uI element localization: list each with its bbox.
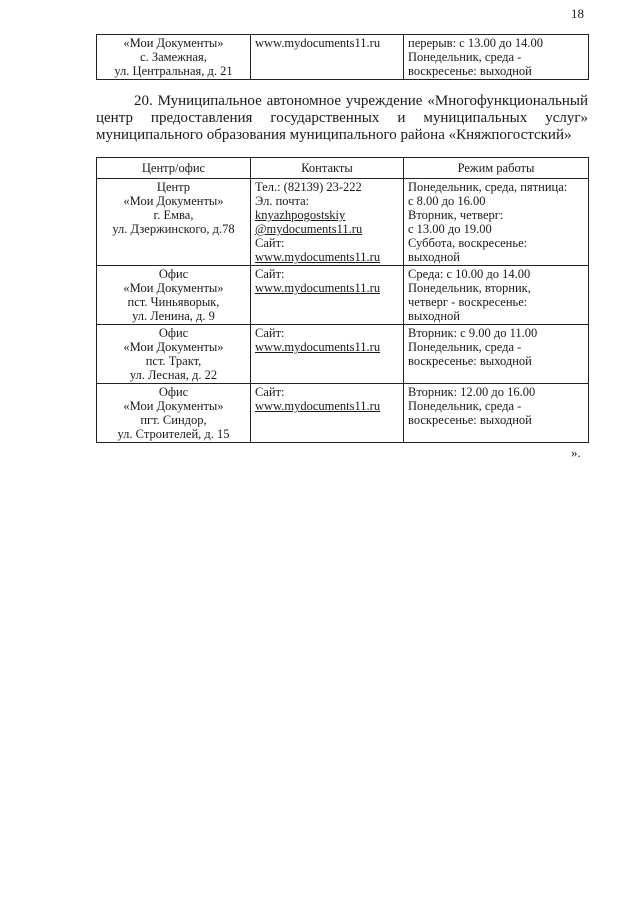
hours-line: Вторник, четверг: xyxy=(408,208,504,222)
table-row xyxy=(97,325,589,384)
office-line: «Мои Документы» xyxy=(123,399,224,413)
hours-line: с 13.00 до 19.00 xyxy=(408,222,492,236)
website-link[interactable]: www.mydocuments11.ru xyxy=(255,36,381,50)
hours-line: Вторник: с 9.00 до 11.00 xyxy=(408,326,538,340)
table-row xyxy=(97,179,589,266)
contacts-cell xyxy=(251,35,404,80)
office-line: пгт. Синдор, xyxy=(140,413,207,427)
hours-line: четверг - воскресенье: xyxy=(408,295,528,309)
table-header-row xyxy=(97,158,589,179)
section-heading xyxy=(96,93,588,144)
website-label: Сайт: xyxy=(255,267,285,281)
column-header-office: Центр/офис xyxy=(97,158,251,179)
website-label: Сайт: xyxy=(255,326,285,340)
phone-text: Тел.: (82139) 23-222 xyxy=(255,180,362,194)
email-link[interactable]: knyazhpogostskiy xyxy=(255,208,346,222)
email-label: Эл. почта: xyxy=(255,194,310,208)
website-link[interactable]: www.mydocuments11.ru xyxy=(255,250,381,264)
hours-line: воскресенье: выходной xyxy=(408,413,532,427)
office-cell xyxy=(97,266,251,325)
hours-line: воскресенье: выходной xyxy=(408,354,532,368)
contacts-cell xyxy=(251,325,404,384)
hours-line: выходной xyxy=(408,250,460,264)
section-heading-line: 20. Муниципальное автономное учреждение «Многофункциональный xyxy=(134,93,588,109)
office-cell xyxy=(97,325,251,384)
hours-line: Вторник: 12.00 до 16.00 xyxy=(408,385,536,399)
office-line: Офис xyxy=(158,267,189,281)
office-line: «Мои Документы» xyxy=(123,281,224,295)
table-row xyxy=(97,266,589,325)
website-label: Сайт: xyxy=(255,236,285,250)
office-line: «Мои Документы» xyxy=(123,36,224,50)
hours-line: Суббота, воскресенье: xyxy=(408,236,528,250)
office-line: ул. Ленина, д. 9 xyxy=(132,309,215,323)
hours-cell xyxy=(404,179,589,266)
table-row xyxy=(97,384,589,443)
office-line: с. Замежная, xyxy=(140,50,207,64)
hours-line: воскресенье: выходной xyxy=(408,64,532,78)
contacts-cell xyxy=(251,179,404,266)
hours-cell xyxy=(404,325,589,384)
contacts-cell xyxy=(251,384,404,443)
offices-table xyxy=(96,157,589,443)
page-number: 18 xyxy=(571,6,584,21)
website-label: Сайт: xyxy=(255,385,285,399)
website-link[interactable]: www.mydocuments11.ru xyxy=(255,340,381,354)
hours-line: выходной xyxy=(408,309,460,323)
office-line: Офис xyxy=(158,385,189,399)
hours-line: Понедельник, вторник, xyxy=(408,281,531,295)
office-line: ул. Дзержинского, д.78 xyxy=(112,222,235,236)
contacts-cell xyxy=(251,266,404,325)
office-line: пст. Чиньяворык, xyxy=(127,295,220,309)
office-line: ул. Лесная, д. 22 xyxy=(129,368,218,382)
column-header-contacts: Контакты xyxy=(251,158,404,179)
office-cell xyxy=(97,179,251,266)
previous-offices-table xyxy=(96,34,589,80)
closing-quote: ». xyxy=(571,445,581,460)
office-line: ул. Строителей, д. 15 xyxy=(117,427,230,441)
hours-line: Понедельник, среда - xyxy=(408,50,522,64)
office-line: «Мои Документы» xyxy=(123,194,224,208)
hours-line: Среда: с 10.00 до 14.00 xyxy=(408,267,531,281)
hours-line: Понедельник, среда - xyxy=(408,399,522,413)
office-line: Офис xyxy=(158,326,189,340)
email-link[interactable]: @mydocuments11.ru xyxy=(255,222,363,236)
office-line: Центр xyxy=(156,180,191,194)
office-line: г. Емва, xyxy=(153,208,194,222)
hours-cell xyxy=(404,266,589,325)
office-cell xyxy=(97,35,251,80)
column-header-hours: Режим работы xyxy=(404,158,589,179)
section-heading-line: центр предоставления государственных и муниципальных услуг» xyxy=(96,110,588,126)
section-heading-line: муниципального образования муниципального района «Княжпогостский» xyxy=(96,127,572,143)
hours-line: Понедельник, среда - xyxy=(408,340,522,354)
hours-line: перерыв: с 13.00 до 14.00 xyxy=(408,36,543,50)
hours-line: Понедельник, среда, пятница: xyxy=(408,180,568,194)
website-link[interactable]: www.mydocuments11.ru xyxy=(255,281,381,295)
website-link[interactable]: www.mydocuments11.ru xyxy=(255,399,381,413)
hours-cell xyxy=(404,384,589,443)
table-row xyxy=(97,35,589,80)
office-cell xyxy=(97,384,251,443)
office-line: «Мои Документы» xyxy=(123,340,224,354)
office-line: пст. Тракт, xyxy=(145,354,202,368)
office-line: ул. Центральная, д. 21 xyxy=(114,64,233,78)
hours-line: с 8.00 до 16.00 xyxy=(408,194,486,208)
hours-cell xyxy=(404,35,589,80)
